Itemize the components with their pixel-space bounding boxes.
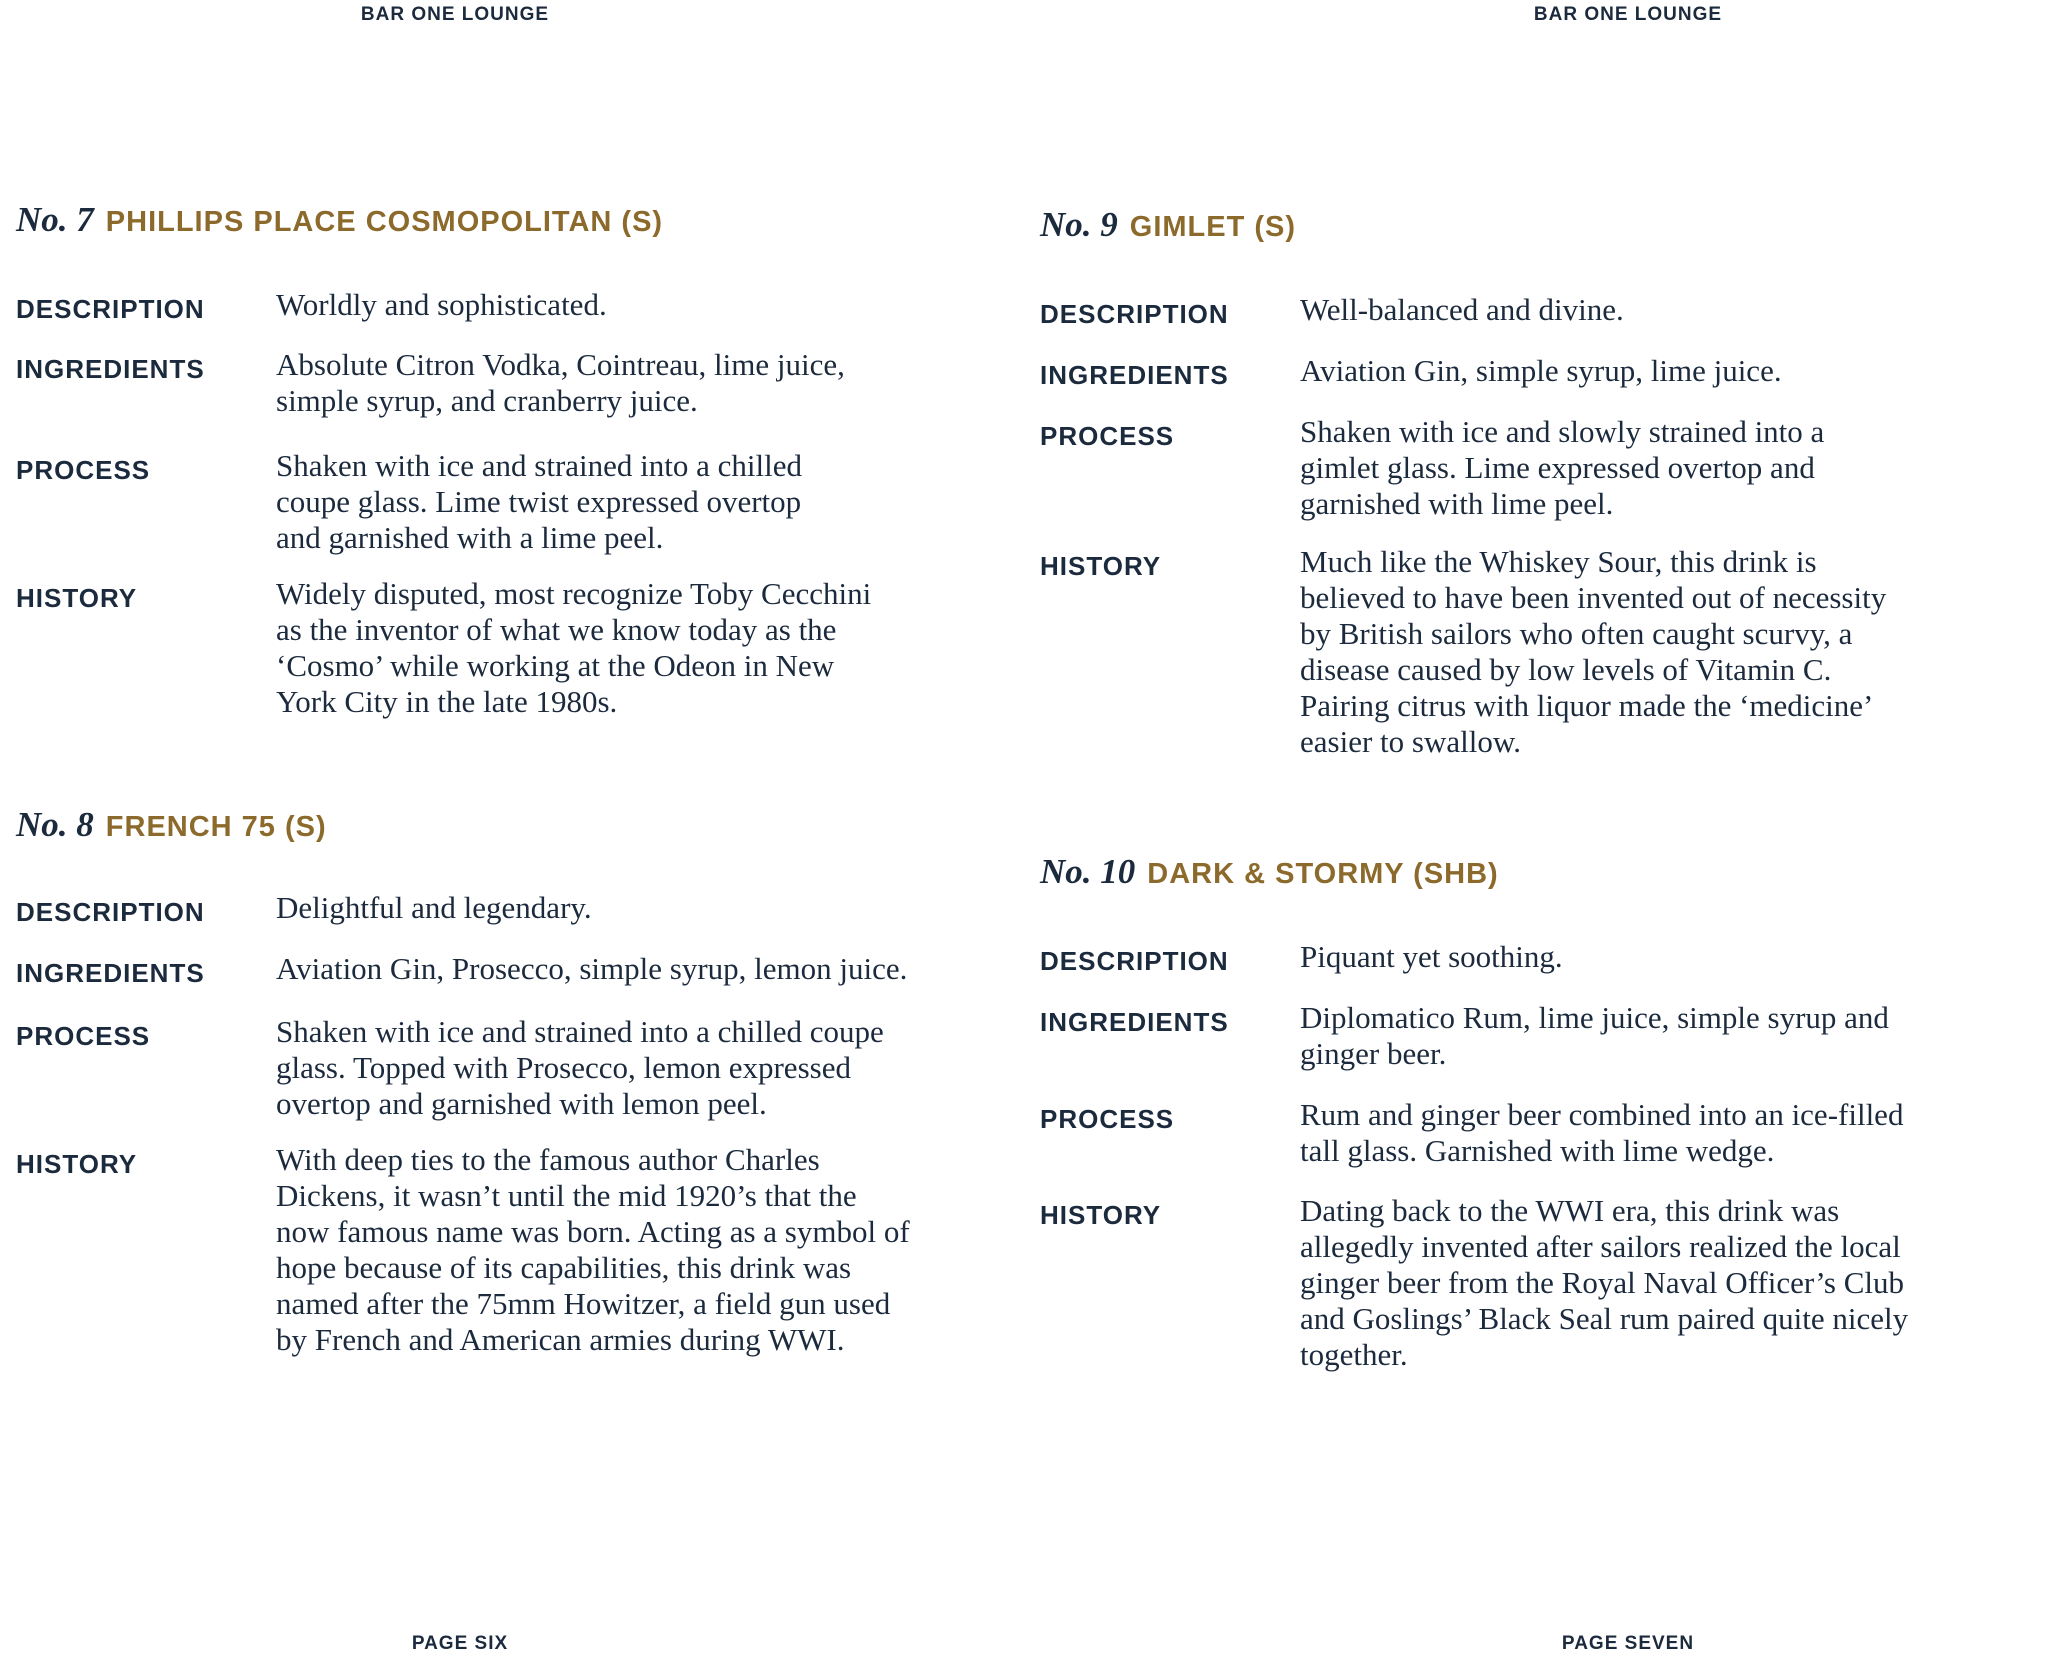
text-line: Much like the Whiskey Sour, this drink is: [1300, 544, 1817, 579]
text-line: ginger beer.: [1300, 1036, 1447, 1071]
entry-header: [16, 195, 1016, 245]
process-label: PROCESS: [16, 1021, 151, 1051]
description-label: DESCRIPTION: [1040, 299, 1229, 329]
history-value: [276, 576, 871, 720]
history-label: HISTORY: [16, 583, 138, 613]
text-line: disease caused by low levels of Vitamin C.: [1300, 652, 1832, 687]
text-line: Shaken with ice and slowly strained into a: [1300, 414, 1825, 449]
text-line: simple syrup, and cranberry juice.: [276, 383, 698, 418]
running-head: BAR ONE LOUNGE: [360, 4, 550, 25]
text-line: gimlet glass. Lime expressed overtop and: [1300, 450, 1815, 485]
left-page: [0, 0, 1024, 1654]
running-head: BAR ONE LOUNGE: [1533, 4, 1723, 25]
text-line: Aviation Gin, Prosecco, simple syrup, lemon juice.: [276, 951, 908, 986]
process-value: [276, 1014, 884, 1122]
description-value: [276, 287, 607, 323]
text-line: and Goslings’ Black Seal rum paired quite nicely: [1300, 1301, 1909, 1336]
text-line: glass. Topped with Prosecco, lemon expressed: [276, 1050, 851, 1085]
text-line: by French and American armies during WWI.: [276, 1322, 845, 1357]
description-value: [1300, 292, 1624, 328]
text-line: Dickens, it wasn’t until the mid 1920’s that the: [276, 1178, 857, 1213]
text-line: York City in the late 1980s.: [276, 684, 618, 719]
text-line: ‘Cosmo’ while working at the Odeon in New: [276, 648, 835, 683]
cocktail-name: FRENCH 75 (S): [105, 811, 327, 843]
text-line: Pairing citrus with liquor made the ‘medicine’: [1300, 688, 1874, 723]
text-line: Diplomatico Rum, lime juice, simple syrup and: [1300, 1000, 1889, 1035]
text-line: named after the 75mm Howitzer, a field gun used: [276, 1286, 891, 1321]
text-line: overtop and garnished with lemon peel.: [276, 1086, 767, 1121]
ingredients-label: INGREDIENTS: [1040, 1007, 1229, 1037]
cocktail-name: PHILLIPS PLACE COSMOPOLITAN (S): [105, 206, 664, 238]
cocktail-entry-8: [16, 800, 1016, 1357]
text-line: tall glass. Garnished with lime wedge.: [1300, 1133, 1775, 1168]
process-label: PROCESS: [1040, 1104, 1175, 1134]
text-line: garnished with lime peel.: [1300, 486, 1614, 521]
ingredients-value: [276, 347, 845, 419]
text-line: Rum and ginger beer combined into an ice-filled: [1300, 1097, 1904, 1132]
text-line: Piquant yet soothing.: [1300, 939, 1563, 974]
description-value: [1300, 939, 1563, 975]
process-value: [276, 448, 802, 556]
text-line: together.: [1300, 1337, 1408, 1372]
history-value: [1300, 1193, 1908, 1373]
description-label: DESCRIPTION: [16, 294, 205, 324]
text-line: Shaken with ice and strained into a chilled: [276, 448, 802, 483]
text-line: allegedly invented after sailors realized the local: [1300, 1229, 1901, 1264]
entry-header: [1040, 200, 2040, 250]
text-line: Dating back to the WWI era, this drink was: [1300, 1193, 1840, 1228]
description-label: DESCRIPTION: [16, 897, 205, 927]
text-line: easier to swallow.: [1300, 724, 1521, 759]
text-line: hope because of its capabilities, this drink was: [276, 1250, 852, 1285]
entry-number: No. 9: [1040, 205, 1118, 244]
entry-number: No. 10: [1040, 852, 1136, 891]
page-number: PAGE SEVEN: [1561, 1633, 1695, 1654]
text-line: Well-balanced and divine.: [1300, 292, 1624, 327]
ingredients-label: INGREDIENTS: [1040, 360, 1229, 390]
history-label: HISTORY: [16, 1149, 138, 1179]
text-line: With deep ties to the famous author Charles: [276, 1142, 820, 1177]
text-line: Worldly and sophisticated.: [276, 287, 607, 322]
description-label: DESCRIPTION: [1040, 946, 1229, 976]
history-label: HISTORY: [1040, 551, 1162, 581]
ingredients-value: [276, 951, 907, 987]
history-value: [1300, 544, 1886, 760]
entry-header: [1040, 847, 2040, 897]
cocktail-entry-9: [1040, 200, 2040, 759]
text-line: coupe glass. Lime twist expressed overtop: [276, 484, 802, 519]
right-page: [1024, 0, 2048, 1654]
text-line: Delightful and legendary.: [276, 890, 592, 925]
ingredients-value: [1300, 1000, 1889, 1072]
history-value: [276, 1142, 910, 1358]
description-value: [276, 890, 592, 926]
process-label: PROCESS: [16, 455, 151, 485]
process-value: [1300, 414, 1824, 522]
text-line: Absolute Citron Vodka, Cointreau, lime juice,: [276, 347, 845, 382]
cocktail-entry-7: [16, 195, 1016, 719]
cocktail-name: DARK & STORMY (SHB): [1147, 858, 1499, 890]
ingredients-label: INGREDIENTS: [16, 958, 205, 988]
ingredients-value: [1300, 353, 1782, 389]
text-line: Shaken with ice and strained into a chilled coupe: [276, 1014, 884, 1049]
cocktail-name: GIMLET (S): [1129, 211, 1297, 243]
text-line: ginger beer from the Royal Naval Officer’s Club: [1300, 1265, 1905, 1300]
process-label: PROCESS: [1040, 421, 1175, 451]
text-line: by British sailors who often caught scurvy, a: [1300, 616, 1853, 651]
page-number: PAGE SIX: [411, 1633, 509, 1654]
process-value: [1300, 1097, 1903, 1169]
text-line: Widely disputed, most recognize Toby Cecchini: [276, 576, 872, 611]
cocktail-entry-10: [1040, 847, 2040, 1372]
history-label: HISTORY: [1040, 1200, 1162, 1230]
entry-number: No. 7: [16, 200, 94, 239]
ingredients-label: INGREDIENTS: [16, 354, 205, 384]
text-line: and garnished with a lime peel.: [276, 520, 664, 555]
text-line: now famous name was born. Acting as a symbol of: [276, 1214, 910, 1249]
text-line: believed to have been invented out of necessity: [1300, 580, 1887, 615]
text-line: Aviation Gin, simple syrup, lime juice.: [1300, 353, 1782, 388]
entry-number: No. 8: [16, 805, 94, 844]
text-line: as the inventor of what we know today as the: [276, 612, 837, 647]
entry-header: [16, 800, 1016, 850]
